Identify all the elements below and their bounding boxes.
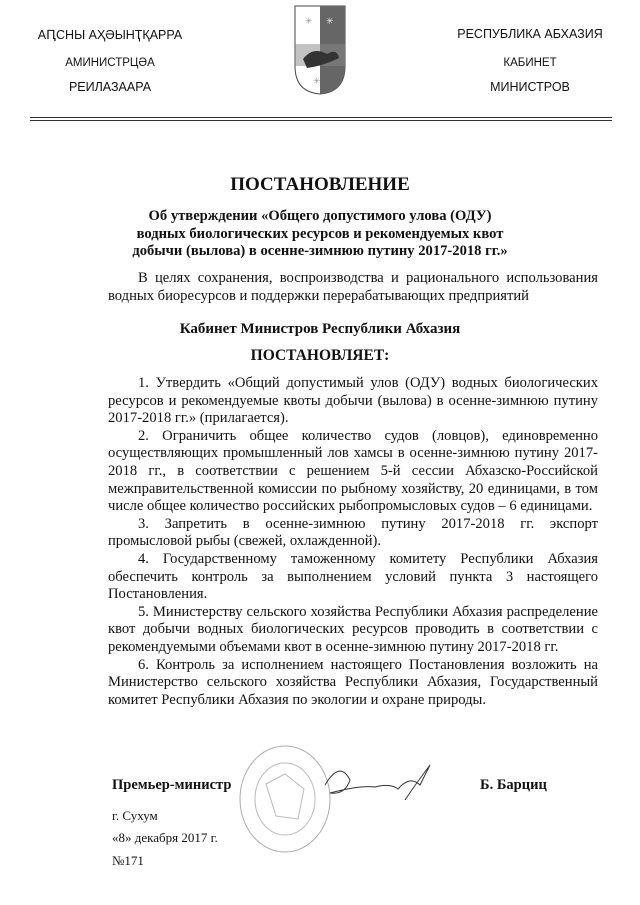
decree-item: 1. Утвердить «Общий допустимый улов (ОДУ) водных биологических ресурсов и рекомендуемые квоты добычи (вылова) в осенне-зимнюю путину 2017-2018 гг.» (прилагается). bbox=[108, 375, 598, 427]
decree-item: 5. Министерству сельского хозяйства Республики Абхазия распределение квот добычи водных биологических ресурсов проводить в соответствии с рекомендуемыми объемами квот в осенне-зимнюю путину 2017-2018 гг. bbox=[108, 603, 598, 655]
official-seal-stamp bbox=[238, 744, 332, 854]
header-left-line: РЕИЛАЗААРА bbox=[68, 80, 152, 94]
header-right-line: КАБИНЕТ bbox=[503, 57, 557, 69]
header-divider bbox=[30, 120, 612, 121]
decree-item: 6. Контроль за исполнением настоящего Постановления возложить на Министерство сельского хозяйства Республики Абхазия, Государственный комитет Республики Абхазия по экологии и охране природы. bbox=[108, 656, 598, 708]
decree-items bbox=[108, 375, 598, 709]
header-right-line: РЕСПУБЛИКА АБХАЗИЯ bbox=[457, 27, 603, 41]
signatory-name: Б. Барциц bbox=[480, 777, 547, 793]
header-divider bbox=[30, 117, 612, 118]
coat-of-arms-emblem bbox=[293, 4, 347, 96]
document-subtitle bbox=[0, 208, 640, 261]
decree-item: 4. Государственному таможенному комитету Республики Абхазия обеспечить контроль за выполнением условий пункта 3 настоящего Постановления. bbox=[108, 550, 598, 603]
svg-text:✳: ✳ bbox=[326, 16, 334, 26]
signatory-position: Премьер-министр bbox=[112, 777, 232, 793]
preamble: В целях сохранения, воспроизводства и рационального использования водных биоресурсов и поддержки перерабатывающих предприятий bbox=[108, 270, 598, 304]
subtitle-line: водных биологических ресурсов и рекомендуемых квот bbox=[136, 225, 504, 242]
document-title: ПОСТАНОВЛЕНИЕ bbox=[230, 174, 410, 195]
svg-text:✳: ✳ bbox=[305, 16, 313, 26]
header-left-line: АМИНИСТРЦӘА bbox=[65, 57, 155, 69]
issuer: Кабинет Министров Республики Абхазия bbox=[179, 321, 461, 337]
subtitle-line: добычи (вылова) в осенне-зимнюю путину 2017-2018 гг.» bbox=[132, 243, 508, 260]
header-right-line: МИНИСТРОВ bbox=[490, 80, 570, 94]
svg-text:✳: ✳ bbox=[313, 76, 321, 86]
document-number: №171 bbox=[112, 853, 144, 868]
decree-heading: ПОСТАНОВЛЯЕТ: bbox=[250, 347, 390, 364]
date: «8» декабря 2017 г. bbox=[112, 830, 218, 845]
handwritten-signature bbox=[320, 755, 450, 805]
decree-item: 2. Ограничить общее количество судов (ловцов), единовременно осуществляющих промышленный лов хамсы в осенне-зимнюю путину 2017-2018 гг., в соответствии с решением 5-й сессии Абхазско-Российской межправительственной комиссии по рыбному хозяйству, 20 единицами, в том числе общее количество российских рыбопромысловых судов – 6 единицами. bbox=[108, 427, 598, 515]
city: г. Сухум bbox=[112, 808, 158, 823]
subtitle-line: Об утверждении «Общего допустимого улова (ОДУ) bbox=[148, 208, 492, 224]
decree-item: 3. Запретить в осенне-зимнюю путину 2017-2018 гг. экспорт промысловой рыбы (свежей, охлажденной). bbox=[108, 515, 598, 550]
header-left-line: АԤСНЫ АҲӘЫНҬҚАРРА bbox=[37, 28, 183, 42]
